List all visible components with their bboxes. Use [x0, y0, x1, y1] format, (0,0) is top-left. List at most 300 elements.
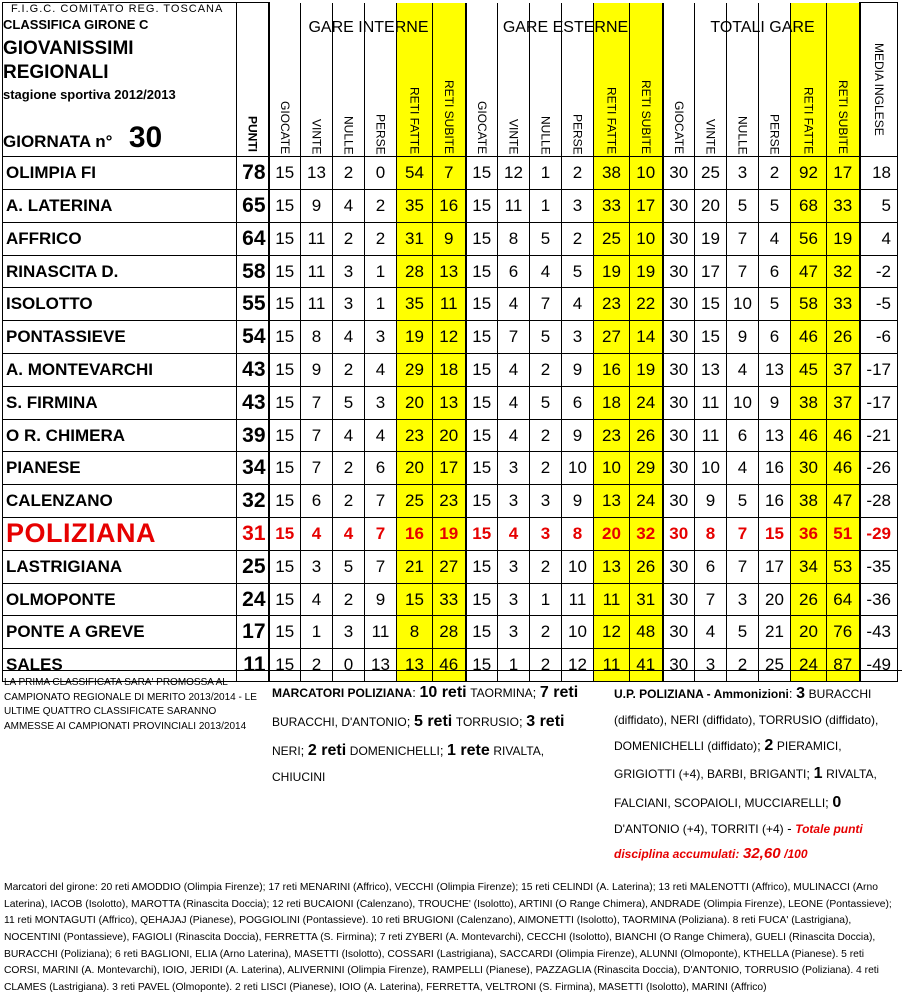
stat-cell: 13	[301, 157, 333, 190]
stat-cell: 11	[695, 386, 727, 419]
media-inglese: 18	[860, 157, 898, 190]
stat-cell: 6	[727, 419, 759, 452]
stat-cell: 3	[498, 550, 530, 583]
stat-cell: 4	[301, 518, 333, 551]
team-name: OLIMPIA FI	[3, 157, 237, 190]
stat-cell: 25	[397, 485, 433, 518]
group-scorers-note: Marcatori del girone: 20 reti AMODDIO (Olimpia Firenze); 17 reti MENARINI (Affrico), VECCHI (Olimpia Firenze); 15 reti CELINDI (A. Laterina); 13 reti MALENOTTI (Affrico), MULINACCI (Arno Laterina), IACOB (Isolotto), MAROTTA (Rinascita Doccia); 12 reti BUCAIONI (Calenzano), TROUCHE' (Isolotto), ARTINI (O Range Chimera), ANDRADE (Olimpia Firenze), LEONE (Pontassieve); 11 reti MONTAGUTI (Affrico), QEHAJAJ (Pianese), POGGIOLINI (Pontassieve). 10 reti BRUGIONI (Calenzano), AIMONETTI (Isolotto), TAORMINA (Poliziana). 8 reti FUCA' (Lastrigiana), NOCENTINI (Pontassieve), FAGIOLI (Rinascita Doccia), FERRETTA (S. Firmina); 7 reti ZYBERI (A. Montevarchi), CECCHI (Isolotto), BIANCHI (O Range Chimera), GUELI (Rinascita Doccia), BURACCHI (Poliziana); 6 reti BAGLIONI, ELIA (Arno Laterina), MASETTI (Isolotto), COSSARI (Lastrigiana), SACCARDI (Olimpia Firenze), ALUNNI (Olmoponte), KTHELLA (Pianese). 5 reti CORSI, MARINI (A. Montevarchi), IOIO, JERIDI (A. Laterina), ALIVERNINI (Olimpia Firenze), RAMPELLI (Pianese), PAZZAGLIA (Rinascita Doccia), D'ANTONIO, TORRUSIO (Poliziana). 4 reti CLAMES (Lastrigiana). 3 reti PAVEL (Olmoponte). 2 reti LISCI (Pianese), IOIO (A. Laterina), FERRETTA, VELTRONI (S. Firmina), MASETTI (Isolotto), MARINI (Affrico)	[4, 882, 892, 994]
scorers-list: 10 reti TAORMINA; 7 reti BURACCHI, D'ANTONIO; 5 reti TORRUSIO; 3 reti NERI; 2 reti DOMENICHELLI; 1 rete RIVALTA, CHIUCINI	[272, 684, 579, 785]
stat-cell: 4	[498, 288, 530, 321]
stat-cell: 21	[759, 616, 791, 649]
stat-cell: 19	[397, 321, 433, 354]
team-name: PIANESE	[3, 452, 237, 485]
stat-cell: 13	[365, 649, 397, 682]
stat-cell: 6	[498, 255, 530, 288]
stat-cell: 4	[530, 255, 562, 288]
sub-column-label: PERSE	[767, 113, 782, 155]
stat-cell: 12	[562, 649, 594, 682]
stat-cell: 15	[269, 354, 301, 387]
stat-cell: 19	[695, 222, 727, 255]
stat-cell: 29	[630, 452, 663, 485]
stat-cell: 46	[791, 419, 827, 452]
stat-cell: 4	[727, 452, 759, 485]
stat-cell: 5	[333, 386, 365, 419]
stat-cell: 31	[630, 583, 663, 616]
stat-cell: 15	[466, 222, 498, 255]
stat-cell: 1	[530, 157, 562, 190]
stat-cell: 4	[759, 222, 791, 255]
stat-cell: 27	[594, 321, 630, 354]
stat-cell: 32	[630, 518, 663, 551]
stat-cell: 9	[562, 485, 594, 518]
stat-cell: 30	[663, 419, 695, 452]
scorers-note: MARCATORI POLIZIANA: 10 reti TAORMINA; 7 reti BURACCHI, D'ANTONIO; 5 reti TORRUSIO; 3 reti NERI; 2 reti DOMENICHELLI; 1 rete RIVALTA, CHIUCINI	[272, 684, 579, 785]
stat-cell: 45	[791, 354, 827, 387]
stat-cell: 2	[530, 616, 562, 649]
table-row	[3, 321, 898, 354]
stat-cell: 2	[562, 157, 594, 190]
cautions-title: U.P. POLIZIANA - Ammonizioni	[614, 687, 789, 701]
stat-cell: 3	[333, 288, 365, 321]
stat-cell: 31	[397, 222, 433, 255]
stat-cell: 3	[727, 583, 759, 616]
round-number: 30	[128, 120, 163, 154]
stat-cell: 3	[530, 518, 562, 551]
team-name: PONTASSIEVE	[3, 321, 237, 354]
stat-cell: 2	[530, 649, 562, 682]
sub-column-label: GIOCATE	[277, 101, 292, 155]
stat-cell: 15	[269, 321, 301, 354]
goal-count: 2 reti	[307, 741, 347, 759]
stat-cell: 20	[397, 452, 433, 485]
stat-cell: 10	[562, 616, 594, 649]
stat-cell: 30	[663, 386, 695, 419]
team-name: O R. CHIMERA	[3, 419, 237, 452]
goal-count: 3 reti	[526, 712, 565, 730]
stat-cell: 11	[498, 190, 530, 223]
stat-cell: 25	[759, 649, 791, 682]
table-row	[3, 222, 898, 255]
stat-cell: 38	[791, 386, 827, 419]
stat-cell: 4	[333, 419, 365, 452]
stat-cell: 15	[466, 354, 498, 387]
stat-cell: 16	[594, 354, 630, 387]
stat-cell: 46	[791, 321, 827, 354]
stat-cell: 8	[301, 321, 333, 354]
sub-column-label: GIOCATE	[474, 101, 489, 155]
header-row	[3, 3, 898, 157]
stat-cell: 7	[695, 583, 727, 616]
stat-cell: 9	[301, 190, 333, 223]
stat-cell: 10	[594, 452, 630, 485]
stat-cell: 24	[630, 485, 663, 518]
stat-cell: 15	[759, 518, 791, 551]
stat-cell: 38	[594, 157, 630, 190]
team-points: 17	[237, 616, 269, 649]
team-name: ISOLOTTO	[3, 288, 237, 321]
stat-cell: 1	[530, 190, 562, 223]
stat-cell: 6	[759, 255, 791, 288]
sub-column-label: RETI FATTE	[604, 87, 619, 155]
team-name: PONTE A GREVE	[3, 616, 237, 649]
stat-cell: 7	[727, 518, 759, 551]
team-points: 32	[237, 485, 269, 518]
stat-cell: 15	[269, 386, 301, 419]
media-label: MEDIA INGLESE	[871, 43, 886, 136]
team-points: 43	[237, 386, 269, 419]
team-name: POLIZIANA	[3, 518, 237, 551]
team-name: S. FIRMINA	[3, 386, 237, 419]
stat-cell: 5	[759, 288, 791, 321]
stat-cell: 4	[333, 518, 365, 551]
discipline-label: Totale punti disciplina accumulati:	[614, 822, 863, 861]
stat-cell: 58	[791, 288, 827, 321]
stat-cell: 3	[301, 550, 333, 583]
stat-cell: 33	[827, 190, 860, 223]
caution-count: 3	[796, 685, 806, 702]
stat-cell: 13	[695, 354, 727, 387]
scorer-names: DOMENICHELLI	[349, 743, 440, 758]
team-name: SALES	[3, 649, 237, 682]
stat-cell: 10	[727, 386, 759, 419]
stat-cell: 1	[365, 255, 397, 288]
stat-cell: 6	[759, 321, 791, 354]
stat-cell: 2	[530, 354, 562, 387]
stat-cell: 4	[498, 354, 530, 387]
stat-cell: 5	[530, 386, 562, 419]
team-points: 39	[237, 419, 269, 452]
stat-cell: 7	[365, 518, 397, 551]
cautions-list: 3 BURACCHI (diffidato), NERI (diffidato), TORRUSIO (diffidato), DOMENICHELLI (diffidato); 2 PIERAMICI, GRIGIOTTI (+4), BARBI, BRIGANTI; 1 RIVALTA, FALCIANI, SCOPAIOLI, MUCCIARELLI; 0 D'ANTONIO (+4), TORRITI (+4) -	[614, 685, 879, 837]
stat-cell: 2	[333, 354, 365, 387]
sub-column-label: NULLE	[735, 115, 750, 155]
sub-column-label: RETI SUBITE	[638, 80, 653, 155]
promotion-note: LA PRIMA CLASSIFICATA SARA' PROMOSSA AL CAMPIONATO REGIONALE DI MERITO 2013/2014 - LE ULTIME QUATTRO CLASSIFICATE SARANNO AMMESSE AI CAMPIONATI PROVINCIALI 2013/2014	[4, 677, 257, 732]
stat-cell: 15	[466, 157, 498, 190]
team-points: 65	[237, 190, 269, 223]
stat-cell: 5	[333, 550, 365, 583]
stat-cell: 46	[827, 452, 860, 485]
stat-cell: 15	[269, 616, 301, 649]
table-row	[3, 583, 898, 616]
stat-cell: 11	[301, 288, 333, 321]
table-row	[3, 255, 898, 288]
stat-cell: 1	[530, 583, 562, 616]
stat-cell: 2	[333, 222, 365, 255]
stat-cell: 15	[466, 386, 498, 419]
sub-column-label: NULLE	[341, 115, 356, 155]
stat-cell: 4	[498, 386, 530, 419]
stat-cell: 15	[466, 485, 498, 518]
stat-cell: 35	[397, 288, 433, 321]
stat-cell: 11	[433, 288, 466, 321]
stat-cell: 9	[365, 583, 397, 616]
cautioned-players: RIVALTA, FALCIANI, SCOPAIOLI, MUCCIARELLI	[614, 767, 877, 810]
stat-cell: 3	[562, 190, 594, 223]
stat-cell: 9	[562, 354, 594, 387]
table-row	[3, 452, 898, 485]
stat-cell: 15	[466, 321, 498, 354]
stat-cell: 16	[759, 452, 791, 485]
stat-cell: 48	[630, 616, 663, 649]
stat-cell: 1	[365, 288, 397, 321]
table-row	[3, 550, 898, 583]
stat-cell: 7	[365, 485, 397, 518]
stat-cell: 15	[466, 649, 498, 682]
stat-cell: 15	[397, 583, 433, 616]
team-name: LASTRIGIANA	[3, 550, 237, 583]
stat-cell: 4	[727, 354, 759, 387]
stat-cell: 12	[433, 321, 466, 354]
stat-cell: 33	[827, 288, 860, 321]
stat-cell: 13	[433, 386, 466, 419]
stat-cell: 16	[759, 485, 791, 518]
stat-cell: 11	[594, 583, 630, 616]
team-points: 64	[237, 222, 269, 255]
table-row	[3, 616, 898, 649]
media-header	[860, 3, 898, 157]
stat-cell: 8	[695, 518, 727, 551]
scorer-names: NERI	[272, 743, 301, 758]
stat-cell: 92	[791, 157, 827, 190]
divider	[2, 670, 902, 671]
stat-cell: 15	[466, 616, 498, 649]
stat-cell: 11	[365, 616, 397, 649]
stat-cell: 36	[791, 518, 827, 551]
stat-cell: 2	[530, 550, 562, 583]
group-header: GARE INTERNE	[308, 18, 429, 36]
stat-cell: 14	[630, 321, 663, 354]
stat-cell: 13	[759, 419, 791, 452]
media-inglese: -26	[860, 452, 898, 485]
stat-cell: 30	[663, 616, 695, 649]
stat-cell: 30	[663, 452, 695, 485]
stat-cell: 15	[269, 550, 301, 583]
goal-count: 1 rete	[447, 741, 490, 759]
cautioned-players: D'ANTONIO (+4), TORRITI (+4)	[614, 822, 784, 837]
stat-cell: 16	[433, 190, 466, 223]
stat-cell: 7	[727, 222, 759, 255]
stat-cell: 0	[365, 157, 397, 190]
caution-count: 0	[832, 793, 842, 811]
scorer-names: TAORMINA	[470, 686, 533, 700]
stat-cell: 3	[562, 321, 594, 354]
stat-cell: 26	[630, 419, 663, 452]
table-row	[3, 288, 898, 321]
stat-cell: 15	[269, 288, 301, 321]
stat-cell: 3	[530, 485, 562, 518]
stat-cell: 2	[333, 157, 365, 190]
stat-cell: 3	[727, 157, 759, 190]
stat-cell: 7	[727, 550, 759, 583]
media-inglese: -21	[860, 419, 898, 452]
media-inglese: -6	[860, 321, 898, 354]
stat-cell: 11	[594, 649, 630, 682]
stat-cell: 3	[365, 321, 397, 354]
stat-cell: 0	[333, 649, 365, 682]
discipline-value: 32,60	[743, 844, 781, 862]
stat-cell: 9	[433, 222, 466, 255]
stat-cell: 19	[433, 518, 466, 551]
stat-cell: 13	[433, 255, 466, 288]
cautioned-players: PIERAMICI, GRIGIOTTI (+4), BARBI, BRIGANTI	[614, 738, 842, 782]
media-inglese: -2	[860, 255, 898, 288]
stat-cell: 3	[365, 386, 397, 419]
stat-cell: 12	[594, 616, 630, 649]
stat-cell: 3	[695, 649, 727, 682]
stat-cell: 15	[695, 288, 727, 321]
stat-cell: 11	[301, 222, 333, 255]
stat-cell: 19	[827, 222, 860, 255]
stat-cell: 17	[759, 550, 791, 583]
season-label: stagione sportiva 2012/2013	[3, 86, 176, 102]
stat-cell: 11	[695, 419, 727, 452]
stat-cell: 30	[663, 190, 695, 223]
stat-cell: 3	[498, 616, 530, 649]
stat-cell: 17	[827, 157, 860, 190]
stat-cell: 10	[630, 222, 663, 255]
stat-cell: 30	[663, 485, 695, 518]
team-name: RINASCITA D.	[3, 255, 237, 288]
stat-cell: 30	[663, 550, 695, 583]
media-inglese: 4	[860, 222, 898, 255]
stat-cell: 1	[301, 616, 333, 649]
stat-cell: 30	[663, 583, 695, 616]
stat-cell: 20	[695, 190, 727, 223]
stat-cell: 38	[791, 485, 827, 518]
stat-cell: 87	[827, 649, 860, 682]
stat-cell: 29	[397, 354, 433, 387]
title-block	[3, 3, 237, 157]
goal-count: 7 reti	[539, 684, 579, 701]
stat-cell: 3	[498, 485, 530, 518]
sub-column-label: NULLE	[538, 115, 553, 155]
stat-cell: 33	[433, 583, 466, 616]
stat-cell: 23	[594, 288, 630, 321]
stat-cell: 26	[630, 550, 663, 583]
points-header	[237, 3, 269, 157]
stat-cell: 2	[365, 222, 397, 255]
stat-cell: 4	[333, 321, 365, 354]
stat-cell: 20	[433, 419, 466, 452]
stat-cell: 2	[759, 157, 791, 190]
stat-cell: 2	[333, 583, 365, 616]
stat-cell: 13	[759, 354, 791, 387]
stat-cell: 32	[827, 255, 860, 288]
stat-cell: 12	[498, 157, 530, 190]
discipline-max: /100	[784, 846, 808, 861]
stat-cell: 4	[365, 354, 397, 387]
stat-cell: 54	[397, 157, 433, 190]
stat-cell: 7	[433, 157, 466, 190]
team-points: 24	[237, 583, 269, 616]
stat-cell: 23	[397, 419, 433, 452]
stat-cell: 8	[498, 222, 530, 255]
stat-cell: 15	[269, 583, 301, 616]
team-points: 54	[237, 321, 269, 354]
stat-cell: 30	[663, 321, 695, 354]
goal-count: 5 reti	[413, 712, 453, 730]
stat-cell: 56	[791, 222, 827, 255]
stat-cell: 30	[663, 518, 695, 551]
stat-cell: 15	[466, 190, 498, 223]
stat-cell: 9	[562, 419, 594, 452]
team-points: 25	[237, 550, 269, 583]
team-name: AFFRICO	[3, 222, 237, 255]
media-inglese: -28	[860, 485, 898, 518]
stat-cell: 15	[269, 157, 301, 190]
media-inglese: -17	[860, 386, 898, 419]
sub-column-label: RETI SUBITE	[835, 80, 850, 155]
stat-cell: 15	[466, 518, 498, 551]
sub-column-label: PERSE	[570, 113, 585, 155]
stat-cell: 4	[498, 419, 530, 452]
stat-cell: 13	[594, 550, 630, 583]
caution-count: 2	[764, 736, 774, 754]
stat-cell: 5	[727, 616, 759, 649]
table-row	[3, 518, 898, 551]
stat-cell: 41	[630, 649, 663, 682]
stat-cell: 16	[397, 518, 433, 551]
stat-cell: 13	[594, 485, 630, 518]
stat-cell: 6	[301, 485, 333, 518]
stat-cell: 2	[530, 452, 562, 485]
stat-cell: 8	[397, 616, 433, 649]
round-block	[3, 119, 236, 157]
stat-cell: 5	[530, 321, 562, 354]
stat-cell: 24	[791, 649, 827, 682]
stat-cell: 10	[562, 452, 594, 485]
cautions-note: U.P. POLIZIANA - Ammonizioni: 3 BURACCHI (diffidato), NERI (diffidato), TORRUSIO (diffidato), DOMENICHELLI (diffidato); 2 PIERAMICI, GRIGIOTTI (+4), BARBI, BRIGANTI; 1 RIVALTA, FALCIANI, SCOPAIOLI, MUCCIARELLI; 0 D'ANTONIO (+4), TORRITI (+4) - Totale punti disciplina accumulati: 32,60 /100	[614, 685, 879, 862]
cautioned-players: BURACCHI (diffidato), NERI (diffidato), TORRUSIO (diffidato), DOMENICHELLI (diffidato)	[614, 687, 879, 753]
stat-cell: 23	[433, 485, 466, 518]
stat-cell: 18	[594, 386, 630, 419]
stat-cell: 6	[562, 386, 594, 419]
stat-cell: 64	[827, 583, 860, 616]
team-points: 34	[237, 452, 269, 485]
media-inglese: -43	[860, 616, 898, 649]
table-row	[3, 190, 898, 223]
stat-cell: 25	[594, 222, 630, 255]
stat-cell: 20	[397, 386, 433, 419]
stat-cell: 7	[530, 288, 562, 321]
stat-cell: 10	[562, 550, 594, 583]
stat-cell: 10	[630, 157, 663, 190]
team-points: 31	[237, 518, 269, 551]
standings-table	[2, 2, 898, 682]
stat-cell: 10	[727, 288, 759, 321]
stat-cell: 30	[663, 649, 695, 682]
stat-cell: 5	[727, 485, 759, 518]
stat-cell: 15	[269, 255, 301, 288]
stat-cell: 3	[333, 616, 365, 649]
stat-cell: 47	[827, 485, 860, 518]
stat-cell: 9	[727, 321, 759, 354]
media-inglese: -35	[860, 550, 898, 583]
media-inglese: -36	[860, 583, 898, 616]
group-label: CLASSIFICA GIRONE C	[3, 16, 149, 32]
stat-cell: 7	[498, 321, 530, 354]
stat-cell: 30	[663, 288, 695, 321]
org-label: F.I.G.C. COMITATO REG. TOSCANA	[11, 3, 224, 15]
stat-cell: 7	[365, 550, 397, 583]
stat-cell: 15	[269, 190, 301, 223]
stat-cell: 37	[827, 386, 860, 419]
stat-cell: 19	[630, 354, 663, 387]
sub-column-label: VINTE	[309, 118, 324, 155]
stat-cell: 15	[269, 419, 301, 452]
stat-cell: 9	[301, 354, 333, 387]
